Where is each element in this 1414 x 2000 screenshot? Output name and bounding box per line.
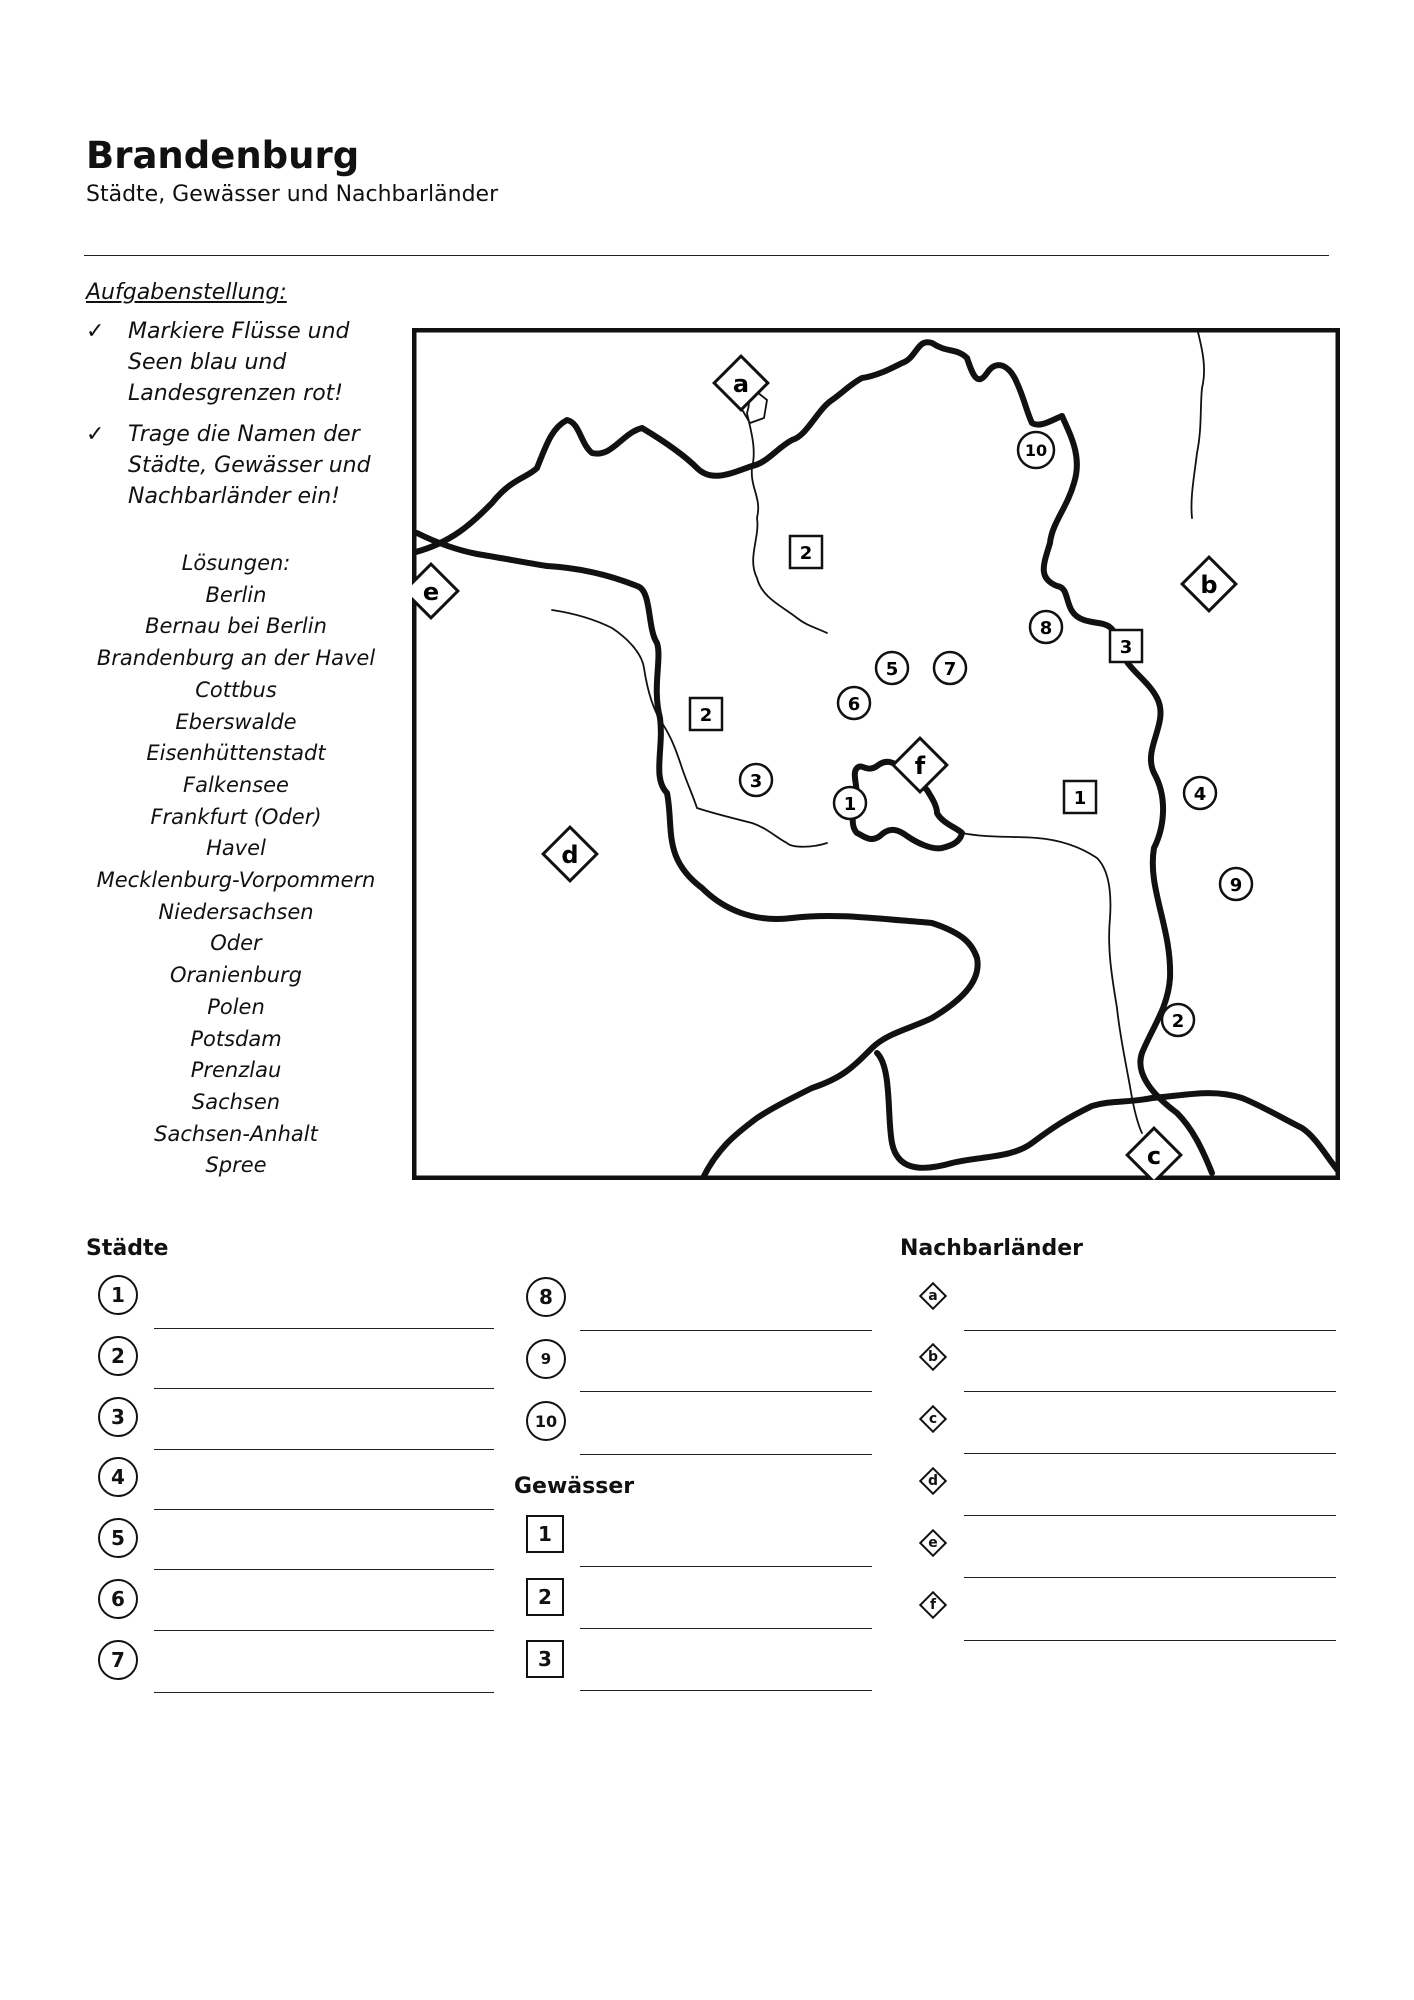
svg-text:9: 9 (1229, 875, 1243, 896)
border-west (417, 533, 978, 1180)
solution-item: Potsdam (190, 1026, 282, 1051)
checkmark-icon: ✓ (86, 422, 105, 447)
city-marker-6 (838, 687, 870, 719)
country-answer-line-a[interactable] (964, 1330, 1336, 1331)
solution-item: Oder (210, 931, 262, 956)
country-marker-c (1127, 1128, 1181, 1180)
city-answer-line-6[interactable] (154, 1630, 494, 1631)
city-answer-marker-8: 8 (526, 1277, 566, 1317)
country-answer-marker-d: d (918, 1466, 948, 1496)
water-answer-line-2[interactable] (580, 1628, 872, 1629)
water-answer-marker-2: 2 (526, 1578, 564, 1616)
svg-text:a: a (732, 370, 750, 398)
solution-item: Berlin (205, 582, 267, 607)
river-oder (1191, 328, 1204, 518)
svg-text:f: f (914, 752, 926, 780)
water-marker-1 (1064, 781, 1096, 813)
checkmark-icon: ✓ (86, 319, 105, 344)
city-answer-marker-9: 9 (526, 1339, 566, 1379)
water-marker-3 (1110, 630, 1142, 662)
city-answer-line-7[interactable] (154, 1692, 494, 1693)
svg-text:2: 2 (1171, 1011, 1185, 1032)
country-marker-f (893, 738, 947, 792)
country-answer-line-b[interactable] (964, 1391, 1336, 1392)
water-answer-line-1[interactable] (580, 1566, 872, 1567)
city-marker-8 (1030, 611, 1062, 643)
solution-item: Niedersachsen (158, 899, 314, 924)
solution-item: Cottbus (195, 677, 277, 702)
city-marker-2 (1162, 1004, 1194, 1036)
country-answer-line-e[interactable] (964, 1577, 1336, 1578)
country-marker-d (543, 827, 597, 881)
country-answer-marker-e: e (918, 1528, 948, 1558)
solution-item: Eberswalde (175, 709, 297, 734)
country-marker-e (412, 564, 458, 618)
city-marker-9 (1220, 868, 1252, 900)
city-marker-4 (1184, 777, 1216, 809)
cities-heading: Städte (86, 1236, 169, 1261)
svg-text:3: 3 (1119, 637, 1133, 658)
solution-item: Sachsen (191, 1089, 281, 1114)
city-answer-marker-10: 10 (526, 1401, 566, 1441)
solution-item: Polen (207, 994, 265, 1019)
city-answer-line-5[interactable] (154, 1569, 494, 1570)
svg-text:c: c (1146, 1142, 1162, 1170)
solutions-heading: Lösungen: (181, 551, 291, 575)
city-answer-line-4[interactable] (154, 1509, 494, 1510)
solution-item: Havel (206, 836, 266, 861)
city-marker-1 (834, 787, 866, 819)
city-answer-line-10[interactable] (580, 1454, 872, 1455)
country-answer-marker-c: c (918, 1404, 948, 1434)
svg-text:d: d (561, 841, 579, 869)
svg-text:1: 1 (843, 794, 857, 815)
svg-text:6: 6 (847, 694, 861, 715)
solution-item: Spree (205, 1153, 267, 1178)
page-title: Brandenburg (86, 134, 360, 177)
water-answer-marker-3: 3 (526, 1640, 564, 1678)
country-answer-line-d[interactable] (964, 1515, 1336, 1516)
country-marker-a (714, 356, 768, 410)
country-answer-marker-f: f (918, 1590, 948, 1620)
water-marker-2-north (790, 536, 822, 568)
water-answer-line-3[interactable] (580, 1690, 872, 1691)
city-answer-marker-4: 4 (98, 1457, 138, 1497)
river-lower (962, 833, 1142, 1133)
countries-heading: Nachbarländer (900, 1236, 1083, 1261)
svg-text:8: 8 (1039, 618, 1053, 639)
task-text: Trage die Namen der Städte, Gewässer und Nachbarländer ein! (128, 422, 371, 509)
svg-text:2: 2 (799, 543, 813, 564)
city-answer-marker-2: 2 (98, 1336, 138, 1376)
solution-item: Sachsen-Anhalt (154, 1121, 318, 1146)
page-subtitle: Städte, Gewässer und Nachbarländer (86, 182, 499, 207)
river-spree (742, 370, 827, 633)
solution-item: Falkensee (183, 772, 289, 797)
city-answer-line-8[interactable] (580, 1330, 872, 1331)
svg-text:3: 3 (749, 771, 763, 792)
solution-item: Prenzlau (190, 1058, 282, 1083)
svg-text:10: 10 (1024, 441, 1048, 460)
city-answer-marker-6: 6 (98, 1579, 138, 1619)
svg-text:4: 4 (1193, 784, 1207, 805)
waters-heading: Gewässer (514, 1474, 635, 1499)
border-south (877, 1053, 1340, 1173)
city-answer-line-2[interactable] (154, 1388, 494, 1389)
divider (84, 255, 1329, 256)
city-marker-3 (740, 764, 772, 796)
city-answer-marker-3: 3 (98, 1397, 138, 1437)
solution-item: Bernau bei Berlin (145, 614, 327, 639)
solution-item: Eisenhüttenstadt (146, 741, 326, 766)
country-answer-line-c[interactable] (964, 1453, 1336, 1454)
solution-item: Brandenburg an der Havel (96, 646, 376, 671)
brandenburg-map (412, 328, 1340, 1180)
svg-text:5: 5 (885, 659, 899, 680)
solution-item: Oranienburg (169, 963, 302, 988)
svg-text:b: b (1200, 571, 1218, 599)
city-answer-marker-5: 5 (98, 1518, 138, 1558)
solution-item: Frankfurt (Oder) (150, 804, 322, 829)
city-answer-marker-1: 1 (98, 1275, 138, 1315)
city-marker-10 (1018, 432, 1054, 468)
country-marker-b (1182, 557, 1236, 611)
solutions-list (86, 548, 386, 1182)
city-answer-line-9[interactable] (580, 1391, 872, 1392)
svg-text:2: 2 (699, 705, 713, 726)
city-marker-7 (934, 652, 966, 684)
task-text: Markiere Flüsse und Seen blau und Landesgrenzen rot! (128, 319, 350, 406)
city-marker-5 (876, 652, 908, 684)
solution-item: Mecklenburg-Vorpommern (96, 868, 376, 893)
city-answer-marker-7: 7 (98, 1640, 138, 1680)
svg-text:1: 1 (1073, 788, 1087, 809)
city-answer-line-1[interactable] (154, 1328, 494, 1329)
country-answer-line-f[interactable] (964, 1640, 1336, 1641)
country-answer-marker-b: b (918, 1342, 948, 1372)
water-marker-2-west (690, 698, 722, 730)
country-answer-marker-a: a (918, 1281, 948, 1311)
svg-text:7: 7 (943, 659, 957, 680)
task-heading: Aufgabenstellung: (86, 280, 287, 305)
city-answer-line-3[interactable] (154, 1449, 494, 1450)
water-answer-marker-1: 1 (526, 1515, 564, 1553)
svg-text:e: e (422, 578, 440, 606)
